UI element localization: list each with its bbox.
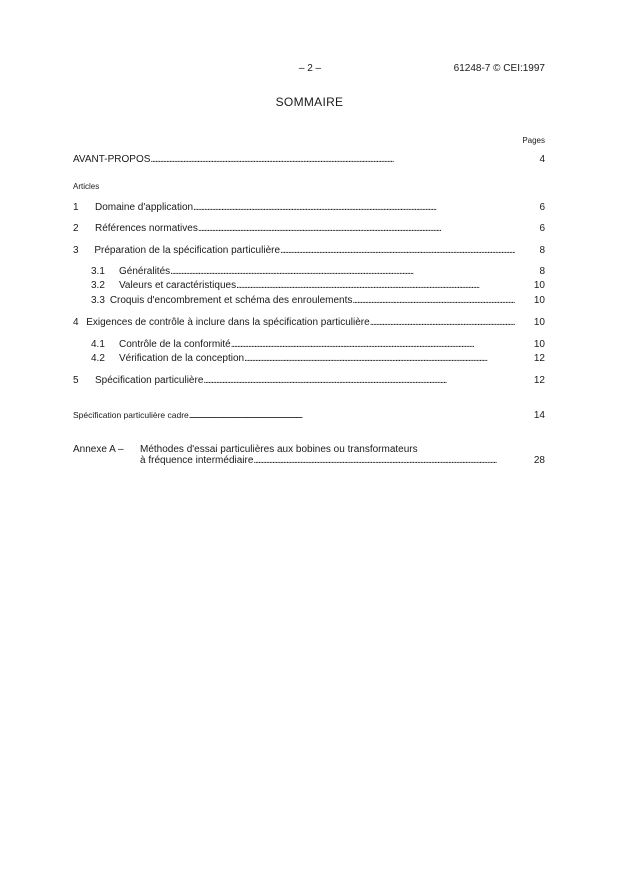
leader-dots	[370, 317, 515, 328]
annex-title-line1: Méthodes d'essai particulières aux bobines ou transformateurs	[140, 444, 418, 455]
toc-entry-4[interactable]	[73, 317, 545, 331]
toc-entry-page: 28	[533, 455, 545, 466]
leader-dots	[170, 266, 515, 277]
toc-entry-annex-a[interactable]	[73, 444, 418, 455]
toc-entry-label: Domaine d'application	[95, 202, 194, 213]
toc-entry-label: Références normatives	[95, 223, 198, 234]
leader-dots	[203, 375, 515, 386]
leader-dots	[231, 339, 515, 350]
toc-entry-page: 4	[539, 154, 545, 165]
toc-entry-5[interactable]	[73, 375, 545, 389]
toc-entry-page: 12	[533, 353, 545, 364]
toc-entry-number: 2	[73, 223, 79, 234]
toc-entry-label: Généralités	[119, 266, 171, 277]
toc-entry-3-1[interactable]	[73, 266, 545, 280]
toc-entry-label: Croquis d'encombrement et schéma des enroulements	[109, 295, 353, 306]
toc-entry-number: 5	[73, 375, 79, 386]
leader-dots	[244, 353, 515, 364]
toc-entry-label: Exigences de contrôle à inclure dans la spécification particulière	[86, 317, 370, 328]
toc-entry-page: 12	[533, 375, 545, 386]
document-reference: 61248-7 © CEI:1997	[453, 63, 545, 74]
toc-entry-number: 3.3	[91, 295, 105, 306]
leader-dots	[352, 295, 515, 306]
toc-entry-number: 4	[73, 317, 79, 328]
toc-entry-number: 3.2	[91, 280, 105, 291]
page-title: SOMMAIRE	[275, 95, 344, 109]
toc-entry-label: Valeurs et caractéristiques	[119, 280, 237, 291]
toc-entry-4-2[interactable]	[73, 353, 545, 367]
leader-dots	[236, 280, 515, 291]
toc-entry-page: 14	[533, 410, 545, 421]
toc-entry-3-2[interactable]	[73, 280, 545, 294]
toc-entry-page: 8	[539, 245, 545, 256]
toc-entry-page: 10	[533, 317, 545, 328]
toc-entry-number: 1	[73, 202, 79, 213]
toc-entry-page: 10	[533, 295, 545, 306]
toc-entry-label: AVANT-PROPOS	[73, 154, 151, 165]
toc-entry-label: Spécification particulière	[95, 375, 204, 386]
toc-entry-cadre[interactable]	[73, 410, 545, 424]
toc-entry-page: 8	[539, 266, 545, 277]
pages-column-label: Pages	[522, 136, 545, 145]
toc-entry-3[interactable]	[73, 245, 545, 259]
toc-entry-annex-a-line2[interactable]	[140, 455, 545, 469]
toc-entry-number: 4.1	[91, 339, 105, 350]
annex-number: Annexe A –	[73, 444, 124, 455]
toc-entry-label: Préparation de la spécification particulière	[94, 245, 281, 256]
annex-title-line2: à fréquence intermédiaire	[140, 455, 254, 466]
toc-entry-page: 10	[533, 339, 545, 350]
toc-entry-1[interactable]	[73, 202, 545, 216]
toc-entry-page: 10	[533, 280, 545, 291]
leader-dots	[189, 410, 515, 420]
toc-entry-number: 3	[73, 245, 79, 256]
leader-dots	[253, 455, 515, 466]
toc-entry-label: Contrôle de la conformité	[119, 339, 231, 350]
toc-entry-number: 3.1	[91, 266, 105, 277]
toc-entry-3-3[interactable]	[73, 295, 545, 309]
leader-dots	[198, 223, 515, 234]
toc-entry-4-1[interactable]	[73, 339, 545, 353]
toc-entry-label: Vérification de la conception	[119, 353, 245, 364]
leader-dots	[193, 202, 515, 213]
toc-entry-avant-propos[interactable]	[73, 154, 545, 168]
toc-entry-page: 6	[539, 202, 545, 213]
toc-entry-number: 4.2	[91, 353, 105, 364]
toc-entry-2[interactable]	[73, 223, 545, 237]
leader-dots	[280, 245, 515, 256]
toc-entry-label: Spécification particulière cadre	[73, 410, 189, 420]
leader-dots	[150, 154, 515, 165]
articles-label: Articles	[73, 182, 100, 191]
page-number: – 2 –	[298, 63, 322, 74]
toc-entry-page: 6	[539, 223, 545, 234]
